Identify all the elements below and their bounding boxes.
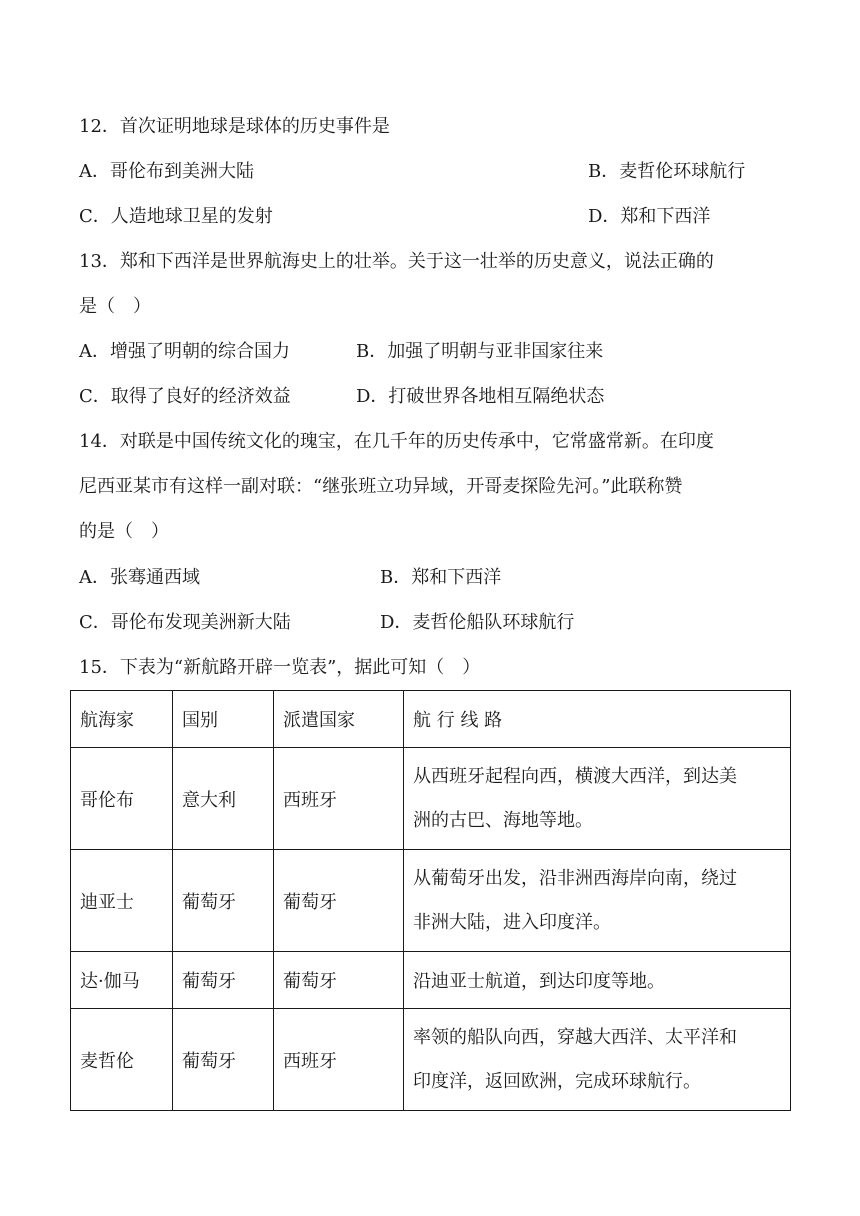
cell-sponsor-country: 西班牙	[274, 1009, 404, 1111]
table-row	[71, 748, 791, 850]
q13-stem-line2: 是（ ）	[79, 296, 151, 317]
q14-option-c: C．哥伦布发现美洲新大陆	[79, 612, 291, 633]
cell-route	[404, 748, 791, 850]
cell-nationality: 意大利	[173, 748, 274, 850]
cell-navigator: 哥伦布	[71, 748, 173, 850]
cell-sponsor-country: 葡萄牙	[274, 952, 404, 1009]
q15-stem: 15．下表为“新航路开辟一览表”，据此可知（ ）	[79, 657, 481, 678]
header-navigator: 航海家	[71, 691, 173, 748]
q13-option-c: C．取得了良好的经济效益	[79, 386, 291, 407]
cell-sponsor-country: 葡萄牙	[274, 850, 404, 952]
table-row	[71, 850, 791, 952]
header-sponsor-country: 派遣国家	[274, 691, 404, 748]
q14-option-d: D．麦哲伦船队环球航行	[380, 612, 575, 633]
q14-stem-line3: 的是（ ）	[79, 521, 169, 542]
q12-option-a: A．哥伦布到美洲大陆	[79, 161, 254, 182]
route-line-1: 从葡萄牙出发，沿非洲西海岸向南，绕过	[413, 867, 737, 889]
cell-nationality: 葡萄牙	[173, 952, 274, 1009]
q12-stem: 12．首次证明地球是球体的历史事件是	[79, 116, 390, 137]
cell-navigator: 麦哲伦	[71, 1009, 173, 1111]
table-row	[71, 1009, 791, 1111]
header-nationality: 国别	[173, 691, 274, 748]
q14-stem-line2: 尼西亚某市有这样一副对联：“继张班立功异域，开哥麦探险先河。”此联称赞	[79, 476, 683, 497]
table-header-row	[71, 691, 791, 748]
q12-option-b: B．麦哲伦环球航行	[588, 161, 746, 182]
voyages-table	[70, 690, 791, 1111]
q13-option-b: B．加强了明朝与亚非国家往来	[356, 341, 604, 362]
cell-navigator: 迪亚士	[71, 850, 173, 952]
route-line-2: 非洲大陆，进入印度洋。	[413, 911, 611, 933]
route-line-1: 从西班牙起程向西，横渡大西洋，到达美	[413, 765, 737, 787]
cell-sponsor-country: 西班牙	[274, 748, 404, 850]
q14-option-a: A．张骞通西域	[79, 567, 200, 588]
route-line-2: 印度洋，返回欧洲，完成环球航行。	[413, 1070, 701, 1092]
header-route: 航 行 线 路	[404, 691, 791, 748]
table-row	[71, 952, 791, 1009]
cell-route: 沿迪亚士航道，到达印度等地。	[404, 952, 791, 1009]
cell-navigator: 达·伽马	[71, 952, 173, 1009]
route-line-1: 率领的船队向西，穿越大西洋、太平洋和	[413, 1026, 737, 1048]
cell-route	[404, 1009, 791, 1111]
cell-nationality: 葡萄牙	[173, 1009, 274, 1111]
q12-option-d: D．郑和下西洋	[588, 206, 711, 227]
q14-option-b: B．郑和下西洋	[380, 567, 502, 588]
cell-nationality: 葡萄牙	[173, 850, 274, 952]
cell-route	[404, 850, 791, 952]
q12-option-c: C．人造地球卫星的发射	[79, 206, 273, 227]
route-line-2: 洲的古巴、海地等地。	[413, 809, 593, 831]
q13-stem-line1: 13．郑和下西洋是世界航海史上的壮举。关于这一壮举的历史意义，说法正确的	[79, 251, 714, 272]
q13-option-a: A．增强了明朝的综合国力	[79, 341, 290, 362]
q14-stem-line1: 14．对联是中国传统文化的瑰宝，在几千年的历史传承中，它常盛常新。在印度	[79, 431, 714, 452]
q13-option-d: D．打破世界各地相互隔绝状态	[356, 386, 605, 407]
